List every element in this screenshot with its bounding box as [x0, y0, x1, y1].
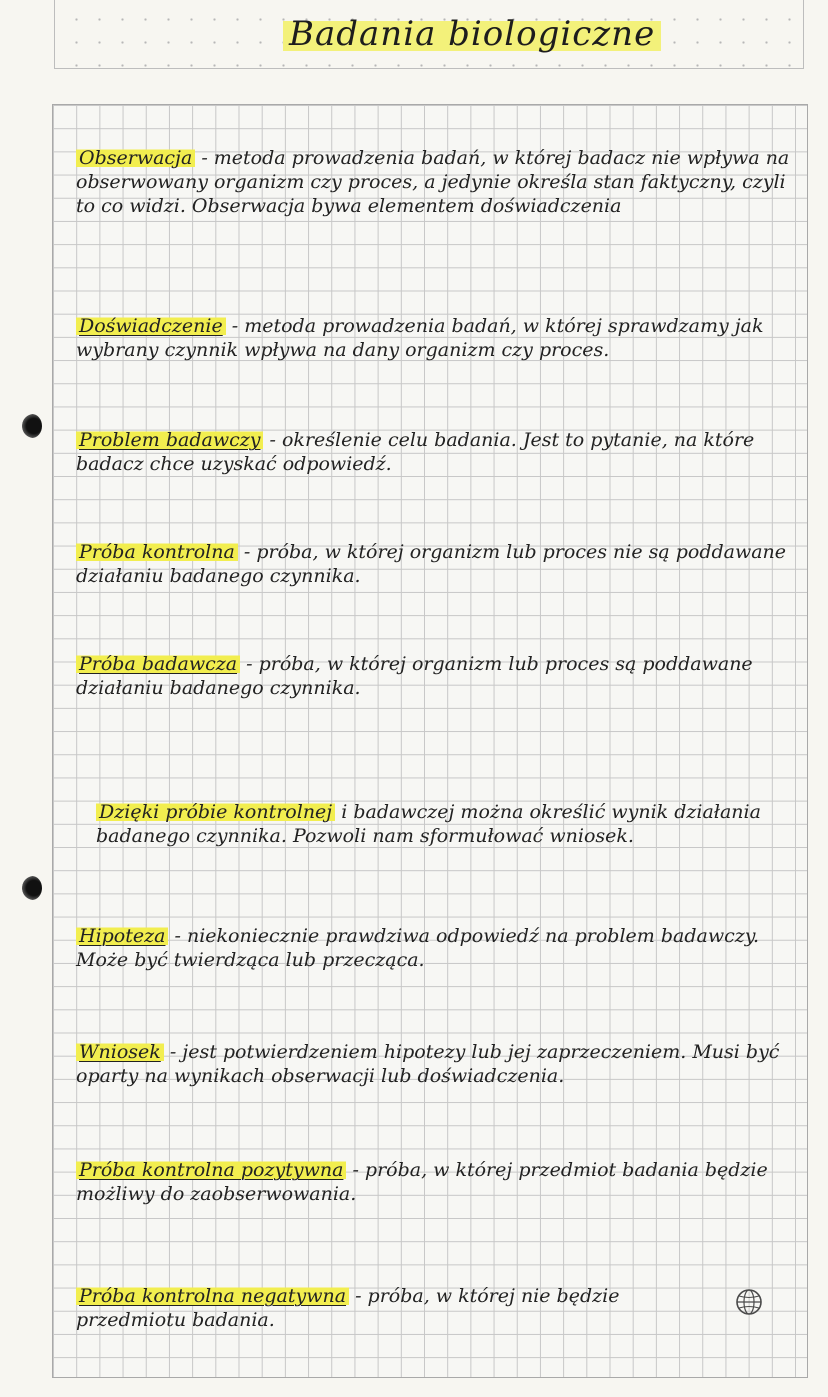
note-highlight: Dzięki próbie kontrolnej — [96, 801, 335, 823]
entry-term: Próba badawcza — [76, 653, 240, 675]
entry-term: Obserwacja — [76, 147, 195, 169]
entry-definition: - metoda prowadzenia badań, w której badacz nie wpływa na obserwowany organizm czy proces, a jedynie określa stan faktyczny, czyli to co widzi. Obserwacja bywa elementem doświadczenia — [76, 147, 790, 217]
summary-note — [96, 800, 796, 848]
entry-problem-badawczy — [76, 428, 798, 476]
entry-term: Problem badawczy — [76, 429, 263, 451]
entry-term: Doświadczenie — [76, 315, 226, 337]
entry-wniosek — [76, 1040, 798, 1088]
entry-term: Hipoteza — [76, 925, 168, 947]
page-title: Badania biologiczne — [283, 14, 661, 54]
entry-definition: - określenie celu badania. Jest to pytanie, na które badacz chce uzyskać odpowiedź. — [76, 429, 755, 475]
note-text: i badawczej można określić wynik działania badanego czynnika. Pozwoli nam sformułować wniosek. — [96, 801, 761, 847]
entry-definition: - próba, w której nie będzie przedmiotu badania. — [76, 1285, 620, 1331]
entry-proba-kontrolna-negatywna — [76, 1284, 726, 1332]
entry-hipoteza — [76, 924, 798, 972]
entry-obserwacja — [76, 146, 798, 218]
entry-proba-kontrolna-pozytywna — [76, 1158, 798, 1206]
entry-term: Próba kontrolna pozytywna — [76, 1159, 346, 1181]
entry-definition: - próba, w której organizm lub proces nie są poddawane działaniu badanego czynnika. — [76, 541, 787, 587]
entry-definition: - niekoniecznie prawdziwa odpowiedź na problem badawczy. Może być twierdząca lub przecząca. — [76, 925, 759, 971]
punch-hole-1 — [22, 414, 42, 438]
entry-proba-kontrolna — [76, 540, 798, 588]
entry-proba-badawcza — [76, 652, 798, 700]
entry-term: Wniosek — [76, 1041, 164, 1063]
globe-stamp-icon — [735, 1288, 763, 1316]
entry-doswiadczenie — [76, 314, 798, 362]
entry-term: Próba kontrolna — [76, 541, 238, 563]
entry-definition: - metoda prowadzenia badań, w której sprawdzamy jak wybrany czynnik wpływa na dany organizm czy proces. — [76, 315, 764, 361]
entry-term: Próba kontrolna negatywna — [76, 1285, 349, 1307]
entry-definition: - próba, w której przedmiot badania będzie możliwy do zaobserwowania. — [76, 1159, 768, 1205]
entry-definition: - jest potwierdzeniem hipotezy lub jej zaprzeczeniem. Musi być oparty na wynikach obserwacji lub doświadczenia. — [76, 1041, 780, 1087]
entry-definition: - próba, w której organizm lub proces są poddawane działaniu badanego czynnika. — [76, 653, 753, 699]
punch-hole-2 — [22, 876, 42, 900]
title-box — [54, 0, 804, 69]
